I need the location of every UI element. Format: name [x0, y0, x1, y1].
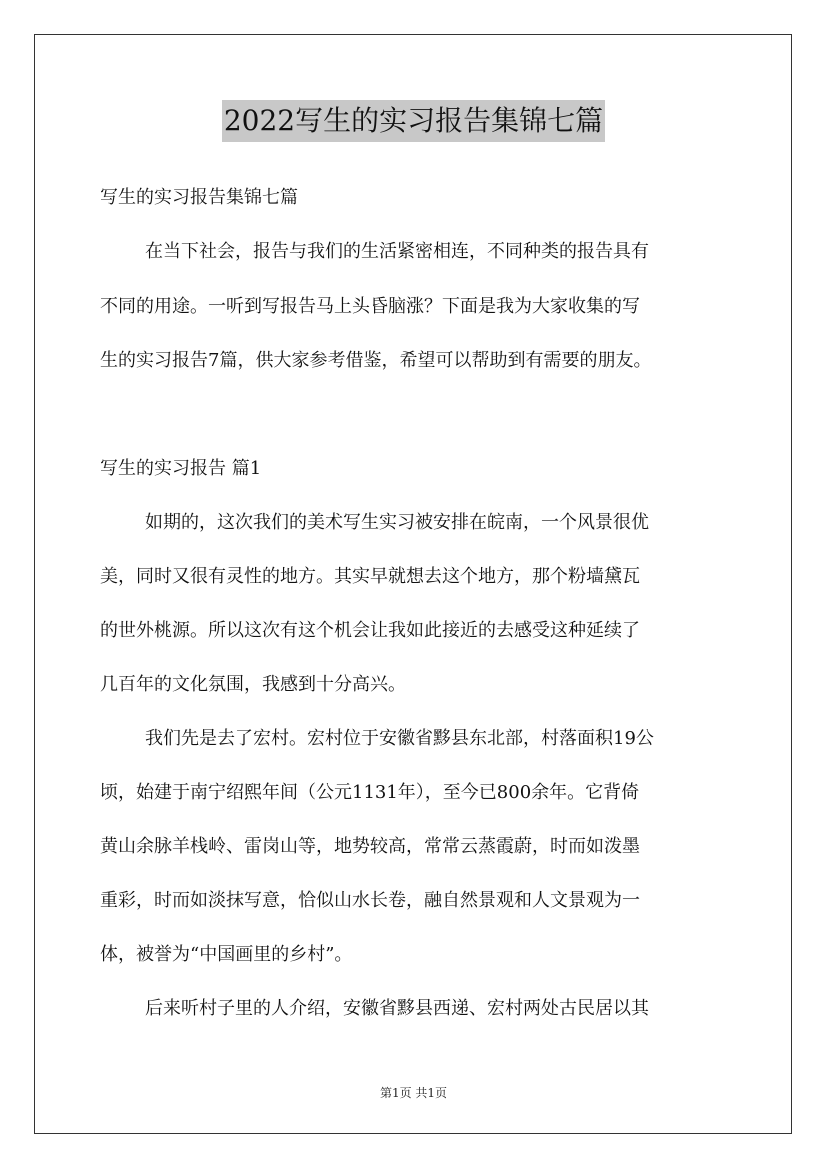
section-heading: 写生的实习报告 篇1	[100, 458, 262, 479]
para2-line-1: 我们先是去了宏村。宏村位于安徽省黟县东北部，村落面积19公	[145, 728, 654, 749]
title-wrap	[0, 100, 827, 142]
intro-line-2: 不同的用途。一听到写报告马上头昏脑涨？下面是我为大家收集的写	[100, 296, 640, 317]
para1-line-3: 的世外桃源。所以这次有这个机会让我如此接近的去感受这种延续了	[100, 620, 640, 641]
para1-line-4: 几百年的文化氛围，我感到十分高兴。	[100, 674, 406, 695]
para2-line-5: 体，被誉为“中国画里的乡村”。	[100, 944, 353, 965]
para3-line-1: 后来听村子里的人介绍，安徽省黟县西递、宏村两处古民居以其	[145, 998, 649, 1019]
para2-line-4: 重彩，时而如淡抹写意，恰似山水长卷，融自然景观和人文景观为一	[100, 890, 640, 911]
para1-line-1: 如期的，这次我们的美术写生实习被安排在皖南，一个风景很优	[145, 512, 649, 533]
page-footer: 第1页 共1页	[379, 1086, 448, 1100]
intro-line-1: 在当下社会，报告与我们的生活紧密相连，不同种类的报告具有	[145, 241, 649, 262]
subtitle: 写生的实习报告集锦七篇	[100, 187, 298, 208]
intro-line-3: 生的实习报告7篇，供大家参考借鉴，希望可以帮助到有需要的朋友。	[100, 350, 652, 371]
para1-line-2: 美，同时又很有灵性的地方。其实早就想去这个地方，那个粉墙黛瓦	[100, 566, 640, 587]
para2-line-3: 黄山余脉羊栈岭、雷岗山等，地势较高，常常云蒸霞蔚，时而如泼墨	[100, 836, 640, 857]
para2-line-2: 顷，始建于南宁绍熙年间（公元1131年），至今已800余年。它背倚	[100, 782, 640, 803]
document-title: 2022写生的实习报告集锦七篇	[222, 100, 605, 142]
